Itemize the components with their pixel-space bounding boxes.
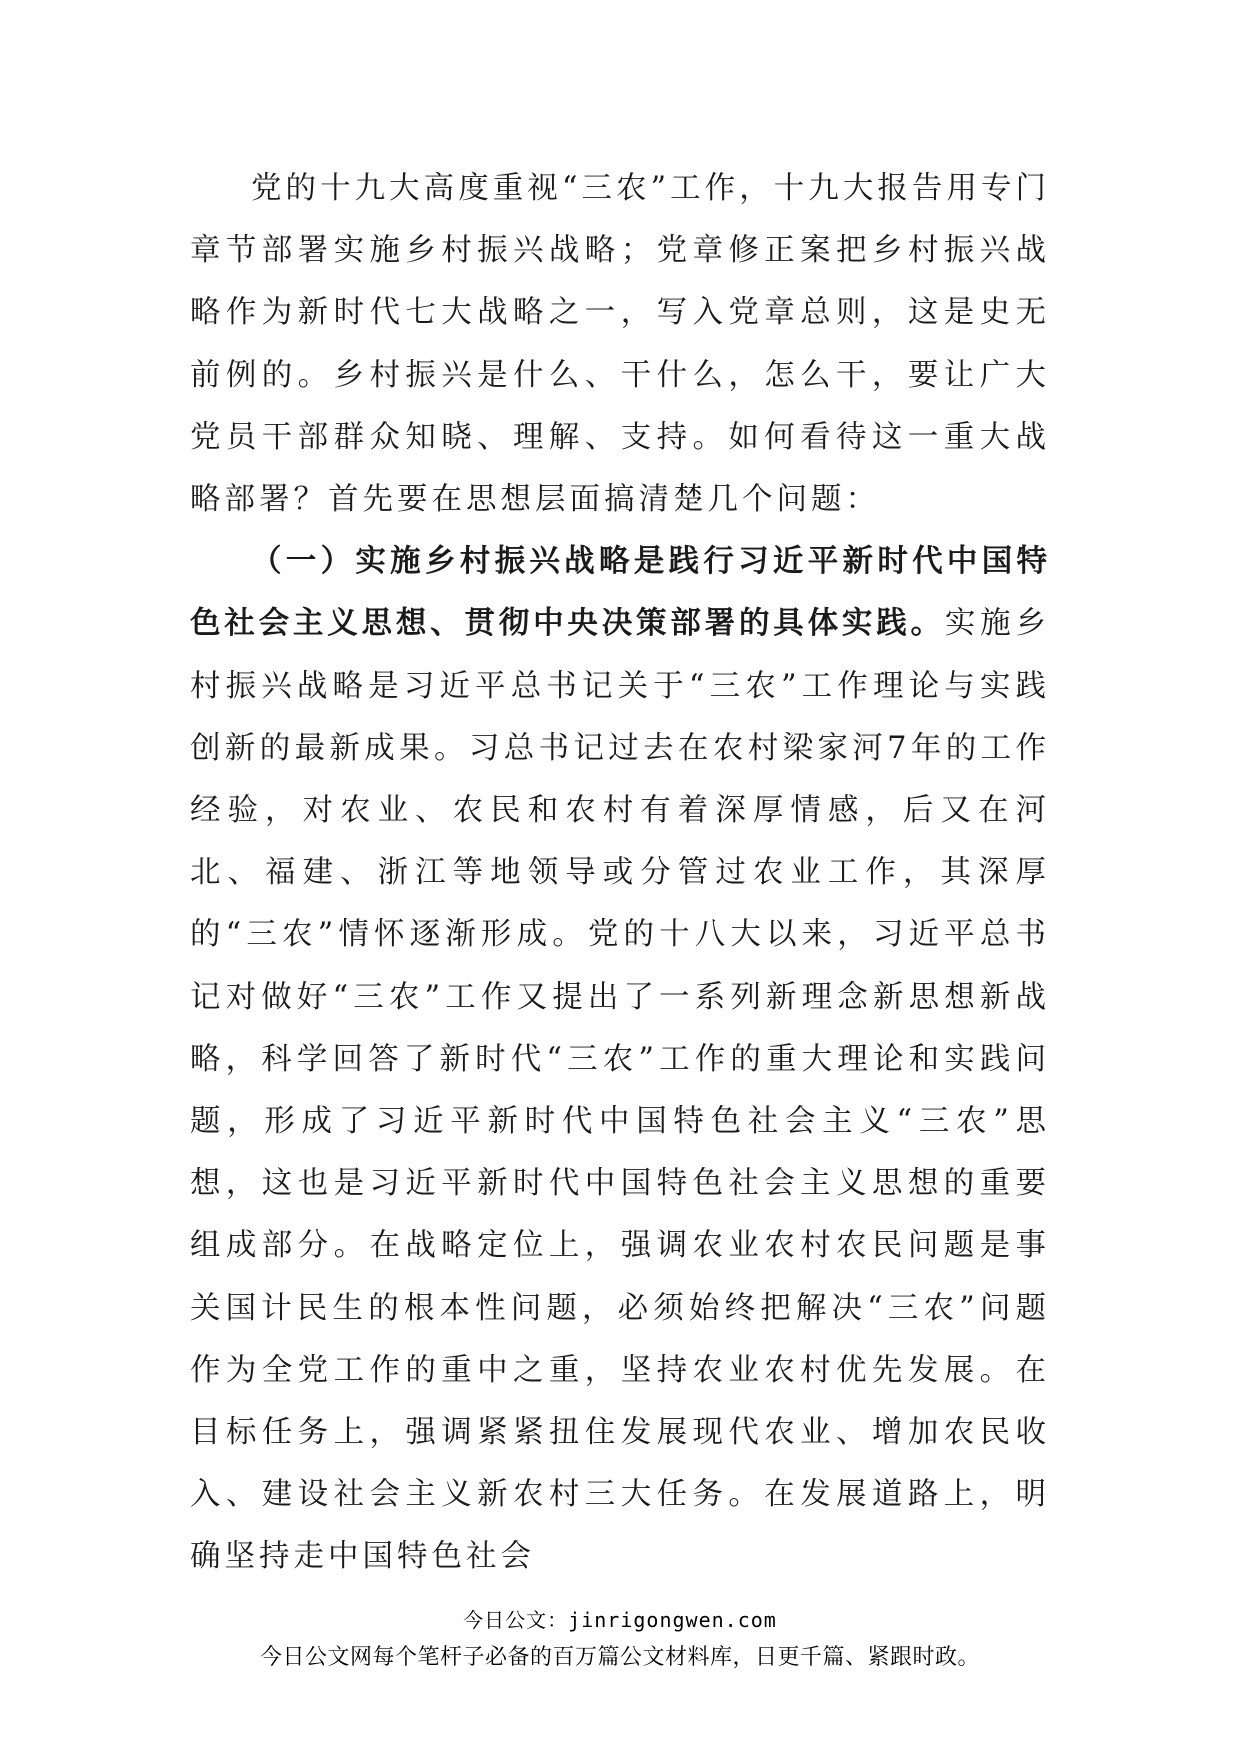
footer-site-line — [0, 1604, 1240, 1633]
section-paragraph — [190, 531, 1050, 1588]
footer-site-link[interactable]: jinrigongwen.com — [568, 1608, 777, 1632]
document-body — [190, 158, 1050, 1589]
section-heading: （一）实施乡村振兴战略是践行习近平新时代中国特色社会主义思想、贯彻中央决策部署的具体实践。 — [190, 544, 1050, 642]
intro-paragraph: 党的十九大高度重视“三农”工作，十九大报告用专门章节部署实施乡村振兴战略；党章修正案把乡村振兴战略作为新时代七大战略之一，写入党章总则，这是史无前例的。乡村振兴是什么、干什么，怎么干，要让广大党员干部群众知晓、理解、支持。如何看待这一重大战略部署？首先要在思想层面搞清楚几个问题： — [190, 171, 1050, 518]
footer-tagline: 今日公文网每个笔杆子必备的百万篇公文材料库，日更千篇、紧跟时政。 — [259, 1645, 980, 1670]
footer-site-label: 今日公文： — [463, 1608, 569, 1632]
section-body-text: 实施乡村振兴战略是习近平总书记关于“三农”工作理论与实践创新的最新成果。习总书记过去在农村梁家河7年的工作经验，对农业、农民和农村有着深厚情感，后又在河北、福建、浙江等地领导或分管过农业工作，其深厚的“三农”情怀逐渐形成。党的十八大以来，习近平总书记对做好“三农”工作又提出了一系列新理念新思想新战略，科学回答了新时代“三农”工作的重大理论和实践问题，形成了习近平新时代中国特色社会主义“三农”思想，这也是习近平新时代中国特色社会主义思想的重要组成部分。在战略定位上，强调农业农村农民问题是事关国计民生的根本性问题，必须始终把解决“三农”问题作为全党工作的重中之重，坚持农业农村优先发展。在目标任务上，强调紧紧扭住发展现代农业、增加农民收入、建设社会主义新农村三大任务。在发展道路上，明确坚持走中国特色社会 — [190, 606, 1050, 1575]
